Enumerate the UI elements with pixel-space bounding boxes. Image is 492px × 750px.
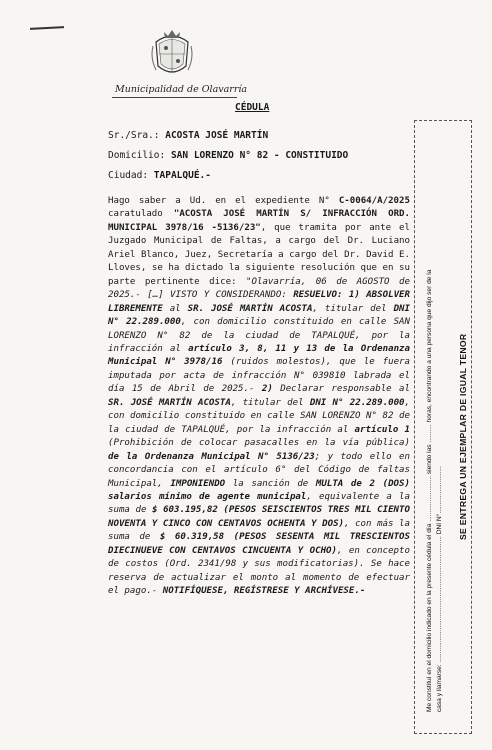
copy-delivered-stamp: SE ENTREGA UN EJEMPLAR DE IGUAL TENOR: [458, 333, 468, 540]
domicile-label: Domicilio:: [108, 150, 166, 161]
quote-segment: (ruidos molestos), que le fuera imputada por acta de infracción N° 039810 labrada el día 15 de Abril de 2025.-: [108, 357, 411, 395]
city-value: TAPALQUÉ.-: [153, 170, 211, 181]
quote-segment: "Olavarría, 06 de AGOSTO de 2025.- […] VISTO Y CONSIDERANDO:: [108, 276, 410, 301]
case-number: C-0064/A/2025: [338, 196, 410, 206]
recipient-line: [108, 130, 268, 141]
domicile-line: [108, 150, 348, 161]
quote-segment: , equivalente a la suma de: [108, 491, 410, 516]
imposing-word: IMPONIENDO: [170, 478, 226, 489]
quote-segment: , con domicilio constituido en calle SAN LORENZO N° 82 de la ciudad de TAPALQUÉ, por la infracción al: [108, 317, 410, 354]
scan-mark: [30, 26, 64, 30]
defendant-dni: DNI N° 22.289.000: [108, 303, 410, 328]
recipient-label: Sr./Sra.:: [108, 130, 160, 141]
ordinance-reference: de la Ordenanza Municipal N° 5136/23: [108, 451, 315, 462]
case-caption: "ACOSTA JOSÉ MARTÍN S/ INFRACCIÓN ORD. MUNICIPAL 3978/16 -5136/23": [108, 209, 410, 233]
document-title: CÉDULA: [235, 102, 270, 113]
recipient-name: ACOSTA JOSÉ MARTÍN: [165, 130, 269, 141]
costs-amount: $ 60.319,58 (PESOS SESENTA MIL TRESCIENTOS DIECINUEVE CON CENTAVOS CINCUENTA Y OCHO): [108, 532, 410, 556]
fine-description: MULTA de 2 (DOS) salarios mínimo de agente municipal: [108, 478, 410, 502]
resolution-body: [108, 195, 410, 599]
quote-segment: ; y todo ello en concordancia con el artículo 6° del Código de faltas Municipal,: [108, 451, 410, 489]
notification-line-2: casa y llamarse: ..................................................................... DNI N°..........................: [436, 466, 443, 712]
defendant-name: SR. JOSÉ MARTÍN ACOSTA: [108, 397, 231, 408]
defendant-dni: DNI N° 22.289.000: [309, 397, 405, 408]
fine-amount: $ 603.195,82 (PESOS SEISCIENTOS TRES MIL CIENTO NOVENTA Y CINCO CON CENTAVOS OCHENTA Y DOS): [108, 505, 410, 529]
text-segment: caratulado: [108, 209, 174, 220]
city-line: [108, 170, 211, 181]
closing-formula: NOTIFÍQUESE, REGÍSTRESE Y ARCHÍVESE.-: [162, 586, 366, 597]
article-reference: artículo 3, 8, 11 y 13 de la Ordenanza Municipal N° 3978/16: [108, 343, 410, 368]
defendant-name: SR. JOSÉ MARTÍN ACOSTA: [187, 303, 313, 314]
quote-segment: , con domicilio constituido en calle SAN LORENZO N° 82 de la ciudad de TAPALQUÉ, por la infracción al: [108, 397, 410, 435]
coat-of-arms-icon: [150, 28, 194, 80]
quote-segment: , titular del: [312, 303, 394, 314]
header-rule: [112, 97, 237, 98]
domicile-value: SAN LORENZO N° 82 - CONSTITUIDO: [170, 150, 349, 161]
city-label: Ciudad:: [108, 170, 149, 181]
quote-segment: , con más la suma de: [108, 518, 411, 543]
quote-segment: (Prohibición de colocar pasacalles en la vía pública): [108, 438, 410, 449]
article-reference: artículo 1: [354, 424, 411, 435]
quote-segment: la sanción de: [225, 478, 316, 489]
quote-segment: , en concepto de costos (Ord. 2341/98 y sus modificatorias). Se hace reserva de actualizar el monto al momento de efectuar el pago.-: [108, 545, 410, 597]
quote-segment: Declarar responsable al: [272, 384, 410, 395]
notification-line-1: Me constituí en el domicilio indicado en la presente cédula el día ......................... siendo las .......... horas, encontrando a una persona que dijo ser de la: [426, 269, 433, 712]
text-segment: , que tramita por ante el Juzgado Municipal de Faltas, a cargo del Dr. Luciano Ariel Blanco, Juez, Secretaría a cargo del Dr. David E. Lloves, se ha dictado la siguiente resolución que en su parte pertinente dice:: [108, 222, 410, 287]
quote-segment: al: [162, 303, 188, 314]
municipality-name: Municipalidad de Olavarría: [115, 84, 248, 95]
quote-segment: , titular del: [230, 397, 310, 408]
resolution-heading: RESUELVO: 1) ABSOLVER LIBREMENTE: [108, 290, 410, 314]
text-segment: Hago saber a Ud. en el expediente N°: [108, 196, 339, 206]
item-number: 2): [261, 384, 273, 395]
